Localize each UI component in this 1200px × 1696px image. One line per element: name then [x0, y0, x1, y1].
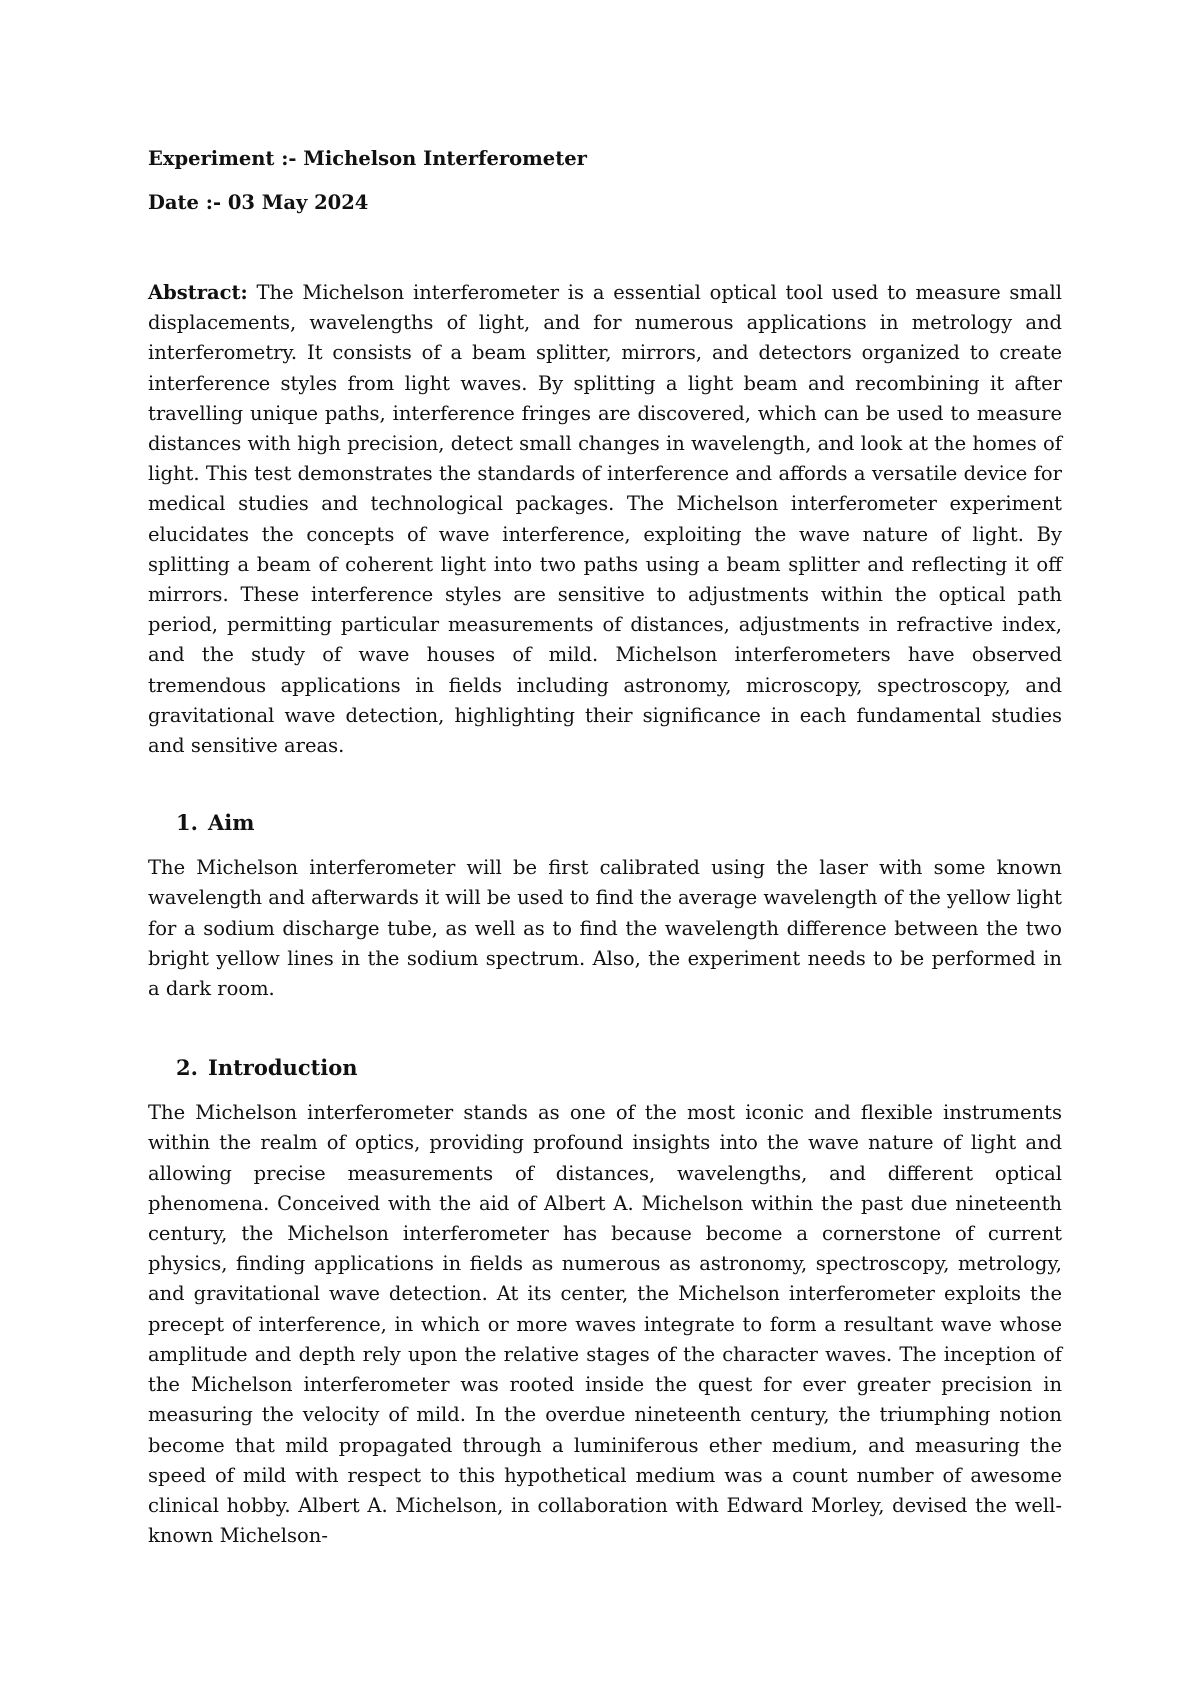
abstract-paragraph: [148, 278, 1062, 761]
experiment-date: Date :- 03 May 2024: [148, 191, 369, 214]
section-title: Aim: [208, 810, 255, 836]
section-title: Introduction: [208, 1055, 358, 1081]
document-content: [148, 146, 1062, 1551]
aim-paragraph: The Michelson interferometer will be first calibrated using the laser with some known wavelength and afterwards it will be used to find the average wavelength of the yellow light for a sodium discharge tube, as well as to find the wavelength difference between the two bright yellow lines in the sodium spectrum. Also, the experiment needs to be performed in a dark room.: [148, 856, 1062, 1001]
abstract-text: The Michelson interferometer is a essential optical tool used to measure small displacements, wavelengths of light, and for numerous applications in metrology and interferometry. It consists of a beam splitter, mirrors, and detectors organized to create interference styles from light waves. By splitting a light beam and recombining it after travelling unique paths, interference fringes are discovered, which can be used to measure distances with high precision, detect small changes in wavelength, and look at the homes of light. This test demonstrates the standards of interference and affords a versatile device for medical studies and technological packages. The Michelson interferometer experiment elucidates the concepts of wave interference, exploiting the wave nature of light. By splitting a beam of coherent light into two paths using a beam splitter and reflecting it off mirrors. These interference styles are sensitive to adjustments within the optical path period, permitting particular measurements of distances, adjustments in refractive index, and the study of wave houses of mild. Michelson interferometers have observed tremendous applications in fields including astronomy, microscopy, spectroscopy, and gravitational wave detection, highlighting their significance in each fundamental studies and sensitive areas.: [148, 281, 1062, 758]
introduction-paragraph: The Michelson interferometer stands as one of the most iconic and flexible instruments within the realm of optics, providing profound insights into the wave nature of light and allowing precise measurements of distances, wavelengths, and different optical phenomena. Conceived with the aid of Albert A. Michelson within the past due nineteenth century, the Michelson interferometer has because become a cornerstone of current physics, finding applications in fields as numerous as astronomy, spectroscopy, metrology, and gravitational wave detection. At its center, the Michelson interferometer exploits the precept of interference, in which or more waves integrate to form a resultant wave whose amplitude and depth rely upon the relative stages of the character waves. The inception of the Michelson interferometer was rooted inside the quest for ever greater precision in measuring the velocity of mild. In the overdue nineteenth century, the triumphing notion become that mild propagated through a luminiferous ether medium, and measuring the speed of mild with respect to this hypothetical medium was a count number of awesome clinical hobby. Albert A. Michelson, in collaboration with Edward Morley, devised the well-known Michelson-: [148, 1101, 1062, 1548]
experiment-title: Experiment :- Michelson Interferometer: [148, 147, 587, 170]
section-heading-aim: [148, 809, 1062, 837]
section-number: 1.: [176, 810, 198, 836]
section-heading-introduction: [148, 1054, 1062, 1082]
abstract-label: Abstract:: [148, 281, 248, 304]
section-number: 2.: [176, 1055, 198, 1081]
